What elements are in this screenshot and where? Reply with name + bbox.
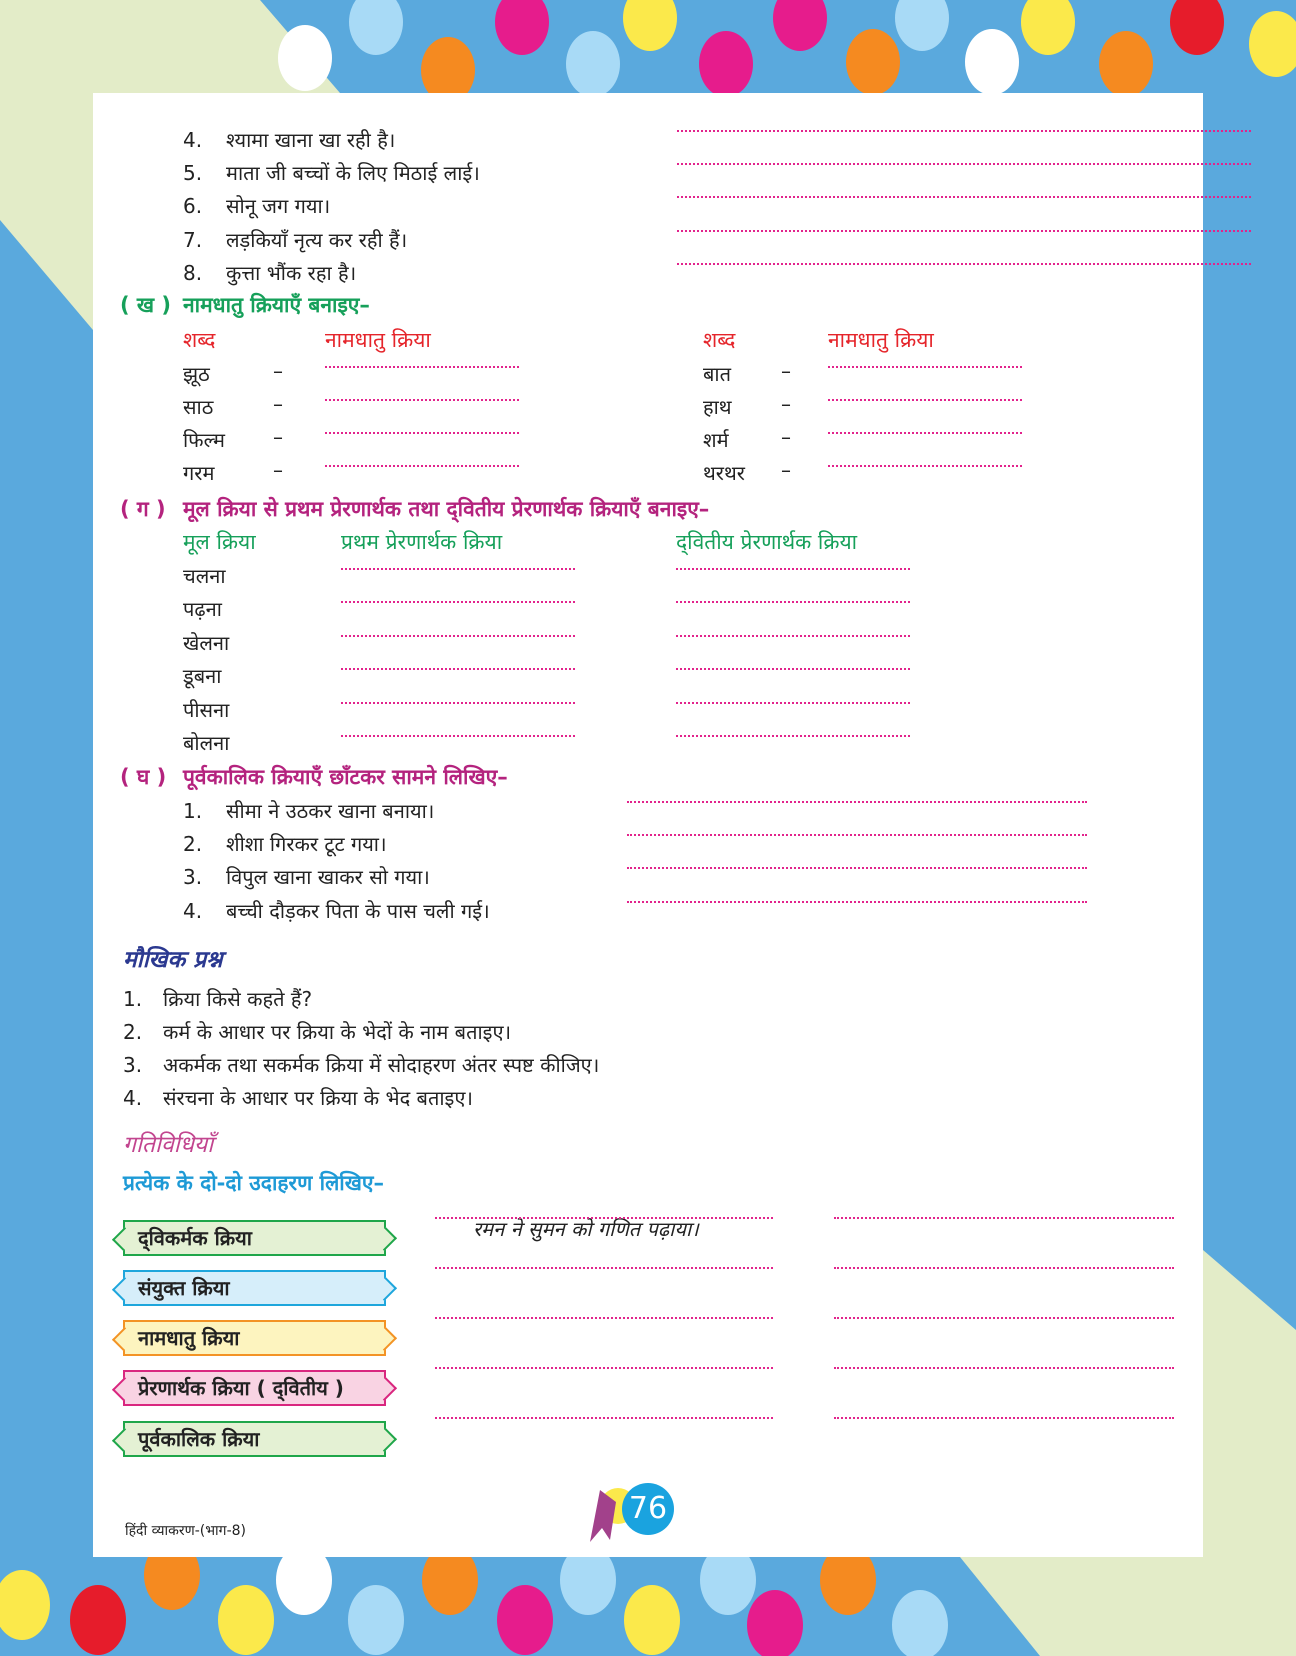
answer-line[interactable]	[325, 366, 519, 368]
question: कर्म के आधार पर क्रिया के भेदों के नाम बताइए।	[163, 1020, 512, 1044]
word: थरथर	[703, 461, 745, 485]
column-header-root: मूल क्रिया	[183, 530, 256, 554]
answer-line[interactable]	[828, 465, 1022, 467]
item-number: 8.	[183, 261, 203, 285]
item-number: 4.	[183, 128, 203, 152]
activities-instruction: प्रत्येक के दो-दो उदाहरण लिखिए–	[123, 1171, 385, 1195]
answer-line[interactable]	[435, 1417, 773, 1419]
item-number: 3.	[183, 865, 203, 889]
answer-line[interactable]	[834, 1267, 1174, 1269]
sentence: माता जी बच्चों के लिए मिठाई लाई।	[226, 161, 480, 185]
question: संरचना के आधार पर क्रिया के भेद बताइए।	[163, 1086, 474, 1110]
root-verb: पीसना	[183, 698, 230, 722]
root-verb: डूबना	[183, 664, 222, 688]
column-header-word: शब्द	[183, 328, 216, 352]
dash: –	[273, 392, 283, 416]
box-namdhatu: नामधातु क्रिया	[123, 1320, 386, 1356]
answer-line[interactable]	[677, 263, 1251, 265]
word: हाथ	[703, 395, 732, 419]
answer-line[interactable]	[341, 702, 575, 704]
sentence: सीमा ने उठकर खाना बनाया।	[226, 799, 435, 823]
answer-line[interactable]	[435, 1317, 773, 1319]
box-purvakalik: पूर्वकालिक क्रिया	[123, 1421, 386, 1457]
column-header-word: शब्द	[703, 328, 736, 352]
sentence: विपुल खाना खाकर सो गया।	[226, 865, 430, 889]
answer-line[interactable]	[676, 668, 910, 670]
root-verb: चलना	[183, 564, 226, 588]
dash: –	[273, 458, 283, 482]
answer-line[interactable]	[341, 568, 575, 570]
item-number: 7.	[183, 228, 203, 252]
word: बात	[703, 362, 731, 386]
section-label: ( ख )	[120, 293, 171, 317]
answer-line[interactable]	[677, 230, 1251, 232]
section-title: मूल क्रिया से प्रथम प्रेरणार्थक तथा द्‌वितीय प्रेरणार्थक क्रियाएँ बनाइए–	[183, 497, 710, 521]
dash: –	[273, 359, 283, 383]
sentence: श्यामा खाना खा रही है।	[226, 128, 396, 152]
word: गरम	[183, 461, 215, 485]
dash: –	[273, 425, 283, 449]
answer-line[interactable]	[325, 465, 519, 467]
answer-line[interactable]	[341, 668, 575, 670]
answer-line[interactable]	[325, 399, 519, 401]
item-number: 2.	[123, 1020, 143, 1044]
answer-line[interactable]	[627, 834, 1087, 836]
sentence: सोनू जग गया।	[226, 194, 331, 218]
worksheet-page	[93, 93, 1203, 1557]
root-verb: पढ़ना	[183, 597, 222, 621]
answer-line[interactable]	[627, 801, 1087, 803]
item-number: 1.	[123, 987, 143, 1011]
item-number: 4.	[183, 899, 203, 923]
word: फिल्म	[183, 428, 225, 452]
section-label: ( घ )	[120, 765, 167, 789]
answer-line[interactable]	[828, 432, 1022, 434]
answer-line[interactable]	[834, 1217, 1174, 1219]
word: झूठ	[183, 362, 210, 386]
box-dvikarmak: द्‌विकर्मक क्रिया	[123, 1220, 386, 1256]
page-number: 76	[622, 1483, 674, 1535]
book-title: हिंदी व्याकरण-(भाग-8)	[125, 1523, 246, 1539]
sentence: कुत्ता भौंक रहा है।	[226, 261, 357, 285]
activities-heading: गतिविधियाँ	[123, 1132, 214, 1158]
column-header-first: प्रथम प्रेरणार्थक क्रिया	[341, 530, 503, 554]
item-number: 1.	[183, 799, 203, 823]
section-title: पूर्वकालिक क्रियाएँ छाँटकर सामने लिखिए–	[183, 765, 508, 789]
answer-line[interactable]	[677, 130, 1251, 132]
item-number: 5.	[183, 161, 203, 185]
question: अकर्मक तथा सकर्मक क्रिया में सोदाहरण अंतर स्पष्ट कीजिए।	[163, 1053, 600, 1077]
column-header-verb: नामधातु क्रिया	[325, 328, 431, 352]
root-verb: खेलना	[183, 631, 230, 655]
section-title: नामधातु क्रियाएँ बनाइए–	[183, 293, 370, 317]
root-verb: बोलना	[183, 731, 230, 755]
example-sentence: रमन ने सुमन को गणित पढ़ाया।	[473, 1217, 699, 1241]
dash: –	[781, 359, 791, 383]
answer-line[interactable]	[676, 635, 910, 637]
answer-line[interactable]	[627, 867, 1087, 869]
answer-line[interactable]	[677, 163, 1251, 165]
box-sanyukt: संयुक्त क्रिया	[123, 1270, 386, 1306]
dash: –	[781, 392, 791, 416]
item-number: 6.	[183, 194, 203, 218]
answer-line[interactable]	[676, 735, 910, 737]
answer-line[interactable]	[341, 635, 575, 637]
box-prernarthak: प्रेरणार्थक क्रिया ( द्‌वितीय )	[123, 1370, 386, 1406]
question: क्रिया किसे कहते हैं?	[163, 987, 313, 1011]
word: साठ	[183, 395, 214, 419]
column-header-second: द्‌वितीय प्रेरणार्थक क्रिया	[676, 530, 858, 554]
answer-line[interactable]	[834, 1317, 1174, 1319]
answer-line[interactable]	[834, 1367, 1174, 1369]
column-header-verb: नामधातु क्रिया	[828, 328, 934, 352]
answer-line[interactable]	[676, 568, 910, 570]
sentence: शीशा गिरकर टूट गया।	[226, 832, 387, 856]
oral-heading: मौखिक प्रश्न	[123, 947, 223, 973]
answer-line[interactable]	[676, 601, 910, 603]
answer-line[interactable]	[435, 1267, 773, 1269]
answer-line[interactable]	[677, 196, 1251, 198]
answer-line[interactable]	[676, 702, 910, 704]
answer-line[interactable]	[435, 1367, 773, 1369]
answer-line[interactable]	[834, 1417, 1174, 1419]
answer-line[interactable]	[341, 735, 575, 737]
answer-line[interactable]	[828, 366, 1022, 368]
word: शर्म	[703, 428, 729, 452]
sentence: बच्ची दौड़कर पिता के पास चली गई।	[226, 899, 490, 923]
item-number: 2.	[183, 832, 203, 856]
answer-line[interactable]	[435, 1217, 773, 1219]
section-label: ( ग )	[120, 497, 166, 521]
answer-line[interactable]	[341, 601, 575, 603]
answer-line[interactable]	[325, 432, 519, 434]
dash: –	[781, 425, 791, 449]
dash: –	[781, 458, 791, 482]
sentence: लड़कियाँ नृत्य कर रही हैं।	[226, 228, 408, 252]
answer-line[interactable]	[828, 399, 1022, 401]
item-number: 3.	[123, 1053, 143, 1077]
item-number: 4.	[123, 1086, 143, 1110]
answer-line[interactable]	[627, 901, 1087, 903]
